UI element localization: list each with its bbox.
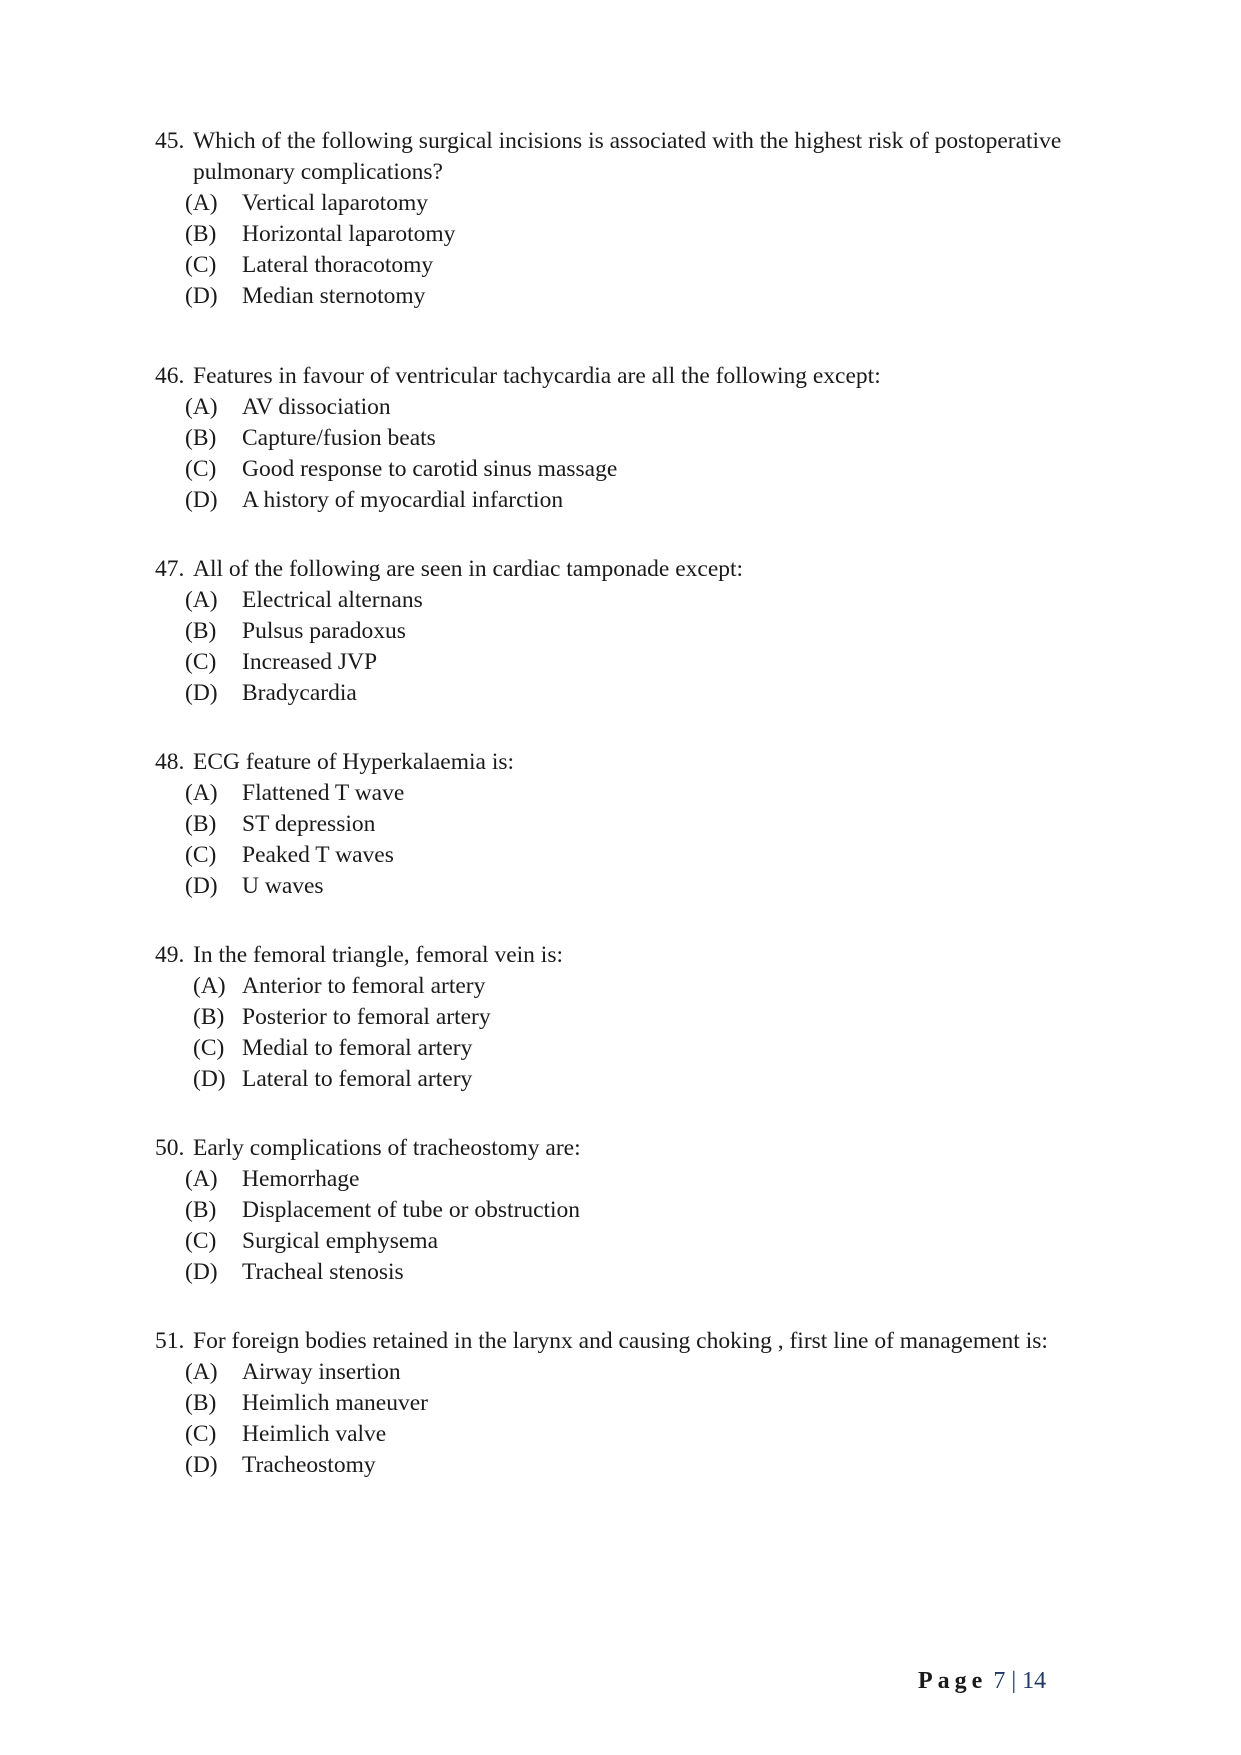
option-b bbox=[155, 219, 1085, 250]
option-text: Heimlich maneuver bbox=[242, 1390, 428, 1416]
options-list bbox=[155, 392, 1085, 516]
option-a bbox=[155, 971, 1085, 1002]
question-number: 47. bbox=[155, 556, 185, 582]
option-a bbox=[155, 392, 1085, 423]
option-text: Surgical emphysema bbox=[242, 1228, 439, 1254]
option-letter: (D) bbox=[185, 1452, 218, 1478]
question-text: In the femoral triangle, femoral vein is: bbox=[193, 942, 563, 968]
option-b bbox=[155, 809, 1085, 840]
option-text: Heimlich valve bbox=[242, 1421, 387, 1447]
option-letter: (B) bbox=[193, 1004, 225, 1030]
option-text: AV dissociation bbox=[242, 394, 391, 420]
option-letter: (C) bbox=[185, 649, 217, 675]
option-c bbox=[155, 1226, 1085, 1257]
question-stem bbox=[155, 126, 1085, 188]
option-letter: (A) bbox=[185, 394, 218, 420]
option-letter: (C) bbox=[185, 1421, 217, 1447]
option-c bbox=[155, 1033, 1085, 1064]
option-a bbox=[155, 585, 1085, 616]
option-text: Good response to carotid sinus massage bbox=[242, 456, 618, 482]
option-c bbox=[155, 840, 1085, 871]
option-d bbox=[155, 1450, 1085, 1481]
question-text: For foreign bodies retained in the larynx and causing choking , first line of management is: bbox=[193, 1328, 1048, 1354]
option-c bbox=[155, 250, 1085, 281]
page-number: 7 | 14 bbox=[993, 1668, 1047, 1694]
option-text: Median sternotomy bbox=[242, 283, 426, 309]
option-letter: (A) bbox=[193, 973, 226, 999]
question-number: 46. bbox=[155, 363, 185, 389]
option-text: Peaked T waves bbox=[242, 842, 394, 868]
option-letter: (D) bbox=[185, 283, 218, 309]
question-49 bbox=[155, 940, 1085, 1095]
option-letter: (C) bbox=[185, 252, 217, 278]
option-text: Airway insertion bbox=[242, 1359, 401, 1385]
question-number: 45. bbox=[155, 128, 185, 154]
option-text: ST depression bbox=[242, 811, 376, 837]
option-text: Displacement of tube or obstruction bbox=[242, 1197, 581, 1223]
option-letter: (D) bbox=[185, 873, 218, 899]
option-a bbox=[155, 1357, 1085, 1388]
option-letter: (A) bbox=[185, 587, 218, 613]
question-number: 50. bbox=[155, 1135, 185, 1161]
option-b bbox=[155, 423, 1085, 454]
option-d bbox=[155, 1257, 1085, 1288]
option-letter: (B) bbox=[185, 618, 217, 644]
option-text: A history of myocardial infarction bbox=[242, 487, 564, 513]
option-b bbox=[155, 1388, 1085, 1419]
option-d bbox=[155, 871, 1085, 902]
option-letter: (C) bbox=[185, 842, 217, 868]
option-a bbox=[155, 188, 1085, 219]
options-list bbox=[155, 188, 1085, 312]
option-d bbox=[155, 1064, 1085, 1095]
question-text: Early complications of tracheostomy are: bbox=[193, 1135, 581, 1161]
option-letter: (D) bbox=[185, 1259, 218, 1285]
option-b bbox=[155, 1002, 1085, 1033]
options-list bbox=[155, 1164, 1085, 1288]
question-text: Which of the following surgical incisions is associated with the highest risk of postoperative pulmonary complications? bbox=[193, 128, 1062, 185]
question-number: 49. bbox=[155, 942, 185, 968]
question-45 bbox=[155, 126, 1085, 312]
option-letter: (D) bbox=[185, 487, 218, 513]
question-text: ECG feature of Hyperkalaemia is: bbox=[193, 749, 515, 775]
option-text: Posterior to femoral artery bbox=[242, 1004, 491, 1030]
page-label: Page bbox=[918, 1668, 988, 1694]
option-letter: (B) bbox=[185, 811, 217, 837]
question-stem bbox=[155, 361, 1085, 392]
option-a bbox=[155, 778, 1085, 809]
question-text: Features in favour of ventricular tachycardia are all the following except: bbox=[193, 363, 881, 389]
option-letter: (B) bbox=[185, 1197, 217, 1223]
question-48 bbox=[155, 747, 1085, 902]
question-text: All of the following are seen in cardiac tamponade except: bbox=[193, 556, 744, 582]
option-letter: (A) bbox=[185, 1359, 218, 1385]
options-list bbox=[155, 971, 1085, 1095]
question-stem bbox=[155, 747, 1085, 778]
option-letter: (B) bbox=[185, 1390, 217, 1416]
option-letter: (A) bbox=[185, 190, 218, 216]
question-50 bbox=[155, 1133, 1085, 1288]
option-letter: (C) bbox=[185, 1228, 217, 1254]
option-letter: (A) bbox=[185, 780, 218, 806]
question-stem bbox=[155, 940, 1085, 971]
options-list bbox=[155, 1357, 1085, 1481]
option-c bbox=[155, 454, 1085, 485]
option-d bbox=[155, 485, 1085, 516]
option-text: Horizontal laparotomy bbox=[242, 221, 456, 247]
option-d bbox=[155, 281, 1085, 312]
option-d bbox=[155, 678, 1085, 709]
option-text: Vertical laparotomy bbox=[242, 190, 428, 216]
option-c bbox=[155, 1419, 1085, 1450]
question-46 bbox=[155, 361, 1085, 516]
option-letter: (B) bbox=[185, 425, 217, 451]
option-letter: (C) bbox=[185, 456, 217, 482]
option-letter: (C) bbox=[193, 1035, 225, 1061]
option-text: U waves bbox=[242, 873, 324, 899]
option-text: Increased JVP bbox=[242, 649, 378, 675]
option-letter: (A) bbox=[185, 1166, 218, 1192]
question-number: 51. bbox=[155, 1328, 185, 1354]
option-c bbox=[155, 647, 1085, 678]
option-text: Medial to femoral artery bbox=[242, 1035, 473, 1061]
option-letter: (B) bbox=[185, 221, 217, 247]
question-stem bbox=[155, 1326, 1085, 1357]
question-number: 48. bbox=[155, 749, 185, 775]
page-footer bbox=[918, 1666, 1046, 1696]
option-text: Lateral to femoral artery bbox=[242, 1066, 473, 1092]
option-text: Anterior to femoral artery bbox=[242, 973, 486, 999]
option-text: Lateral thoracotomy bbox=[242, 252, 434, 278]
option-letter: (D) bbox=[193, 1066, 226, 1092]
option-text: Electrical alternans bbox=[242, 587, 423, 613]
question-stem bbox=[155, 554, 1085, 585]
options-list bbox=[155, 778, 1085, 902]
options-list bbox=[155, 585, 1085, 709]
question-51 bbox=[155, 1326, 1085, 1481]
option-a bbox=[155, 1164, 1085, 1195]
option-text: Pulsus paradoxus bbox=[242, 618, 406, 644]
option-text: Flattened T wave bbox=[242, 780, 405, 806]
question-47 bbox=[155, 554, 1085, 709]
option-text: Tracheal stenosis bbox=[242, 1259, 404, 1285]
option-b bbox=[155, 1195, 1085, 1226]
option-text: Hemorrhage bbox=[242, 1166, 360, 1192]
option-b bbox=[155, 616, 1085, 647]
option-text: Tracheostomy bbox=[242, 1452, 376, 1478]
question-stem bbox=[155, 1133, 1085, 1164]
option-text: Capture/fusion beats bbox=[242, 425, 436, 451]
option-letter: (D) bbox=[185, 680, 218, 706]
option-text: Bradycardia bbox=[242, 680, 357, 706]
